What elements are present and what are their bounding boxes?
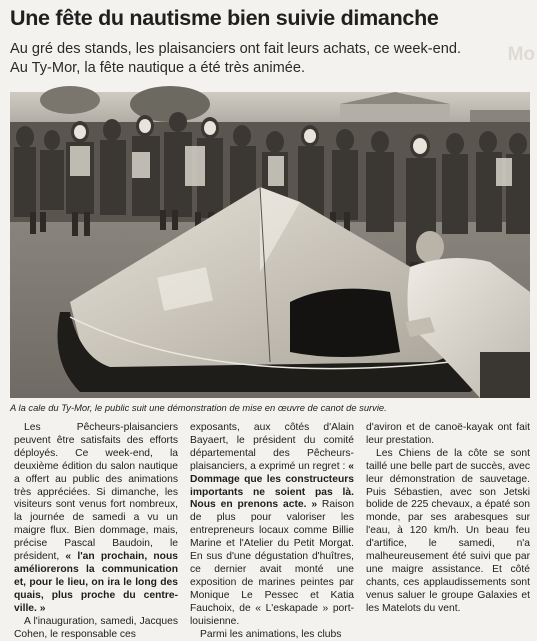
bleed-through-text: Mo <box>508 44 535 66</box>
article-subhead <box>10 40 525 78</box>
article-column-1 <box>14 422 178 624</box>
article-column-3 <box>366 422 530 624</box>
paragraph <box>14 422 178 616</box>
quote-bold: « Dommage que les constructeurs importants ne soient pas là. Nous en prenons acte. » <box>190 461 354 511</box>
paragraph <box>190 422 354 629</box>
paragraph: Parmi les animations, les clubs <box>190 629 354 641</box>
quote-bold: « l'an prochain, nous améliorerons la communication et, pour le lieu, on ira le long des quais, plus proche du centre-ville. » <box>14 551 178 614</box>
subhead-line-2: Au Ty-Mor, la fête nautique a été très animée. <box>10 59 525 78</box>
paragraph-text: Les Pêcheurs-plaisanciers peuvent être satisfaits des efforts déployés. Ce week-end, la deuxième édition du salon nautique a offert au public des animations très appréciées. Si dimanche, les visiteurs sont venus fort nombreux, la journée de samedi a vu un maigre flux. Bien dommage, mais, précise Pascal Baudoin, le président, <box>14 422 178 562</box>
photo-illustration <box>10 92 530 398</box>
article-body <box>14 422 530 624</box>
paragraph-text: exposants, aux côtés d'Alain Bayaert, le président du comité départemental des Pêcheurs-plaisanciers, a exprimé un regret : <box>190 422 354 472</box>
article-column-2 <box>190 422 354 624</box>
article-headline: Une fête du nautisme bien suivie dimanche <box>10 5 530 31</box>
paragraph-text: Raison de plus pour valoriser les entrepreneurs locaux comme Billie Marine et l'Atelier du Petit Morgat. En sus d'une dégustation d'huîtres, ce dernier avait monté une exposition de marines peintes par Monique Le Pessec et Katia Fauchoix, de « L'eskapade » port-louisienne. <box>190 499 354 626</box>
paragraph: d'aviron et de canoë-kayak ont fait leur prestation. <box>366 422 530 448</box>
subhead-line-1: Au gré des stands, les plaisanciers ont fait leurs achats, ce week-end. <box>10 40 525 59</box>
article-photo <box>10 92 530 398</box>
paragraph: A l'inauguration, samedi, Jacques Cohen, le responsable ces <box>14 616 178 641</box>
photo-caption: A la cale du Ty-Mor, le public suit une démonstration de mise en œuvre de canot de survie. <box>10 401 530 414</box>
paragraph: Les Chiens de la côte se sont taillé une belle part de succès, avec leur démonstration de sauvetage. Puis Sébastien, avec son Jetski bolide de 225 chevaux, a épaté son monde, par ses arabesques sur l'eau, à 120 km/h. Un beau feu d'artifice, le samedi, n'a malheureusement été suivi que par une maigre assistance. Et côté chants, ces applaudissements sont venus saluer le groupe Galaxies et les Matelots du vent. <box>366 448 530 616</box>
